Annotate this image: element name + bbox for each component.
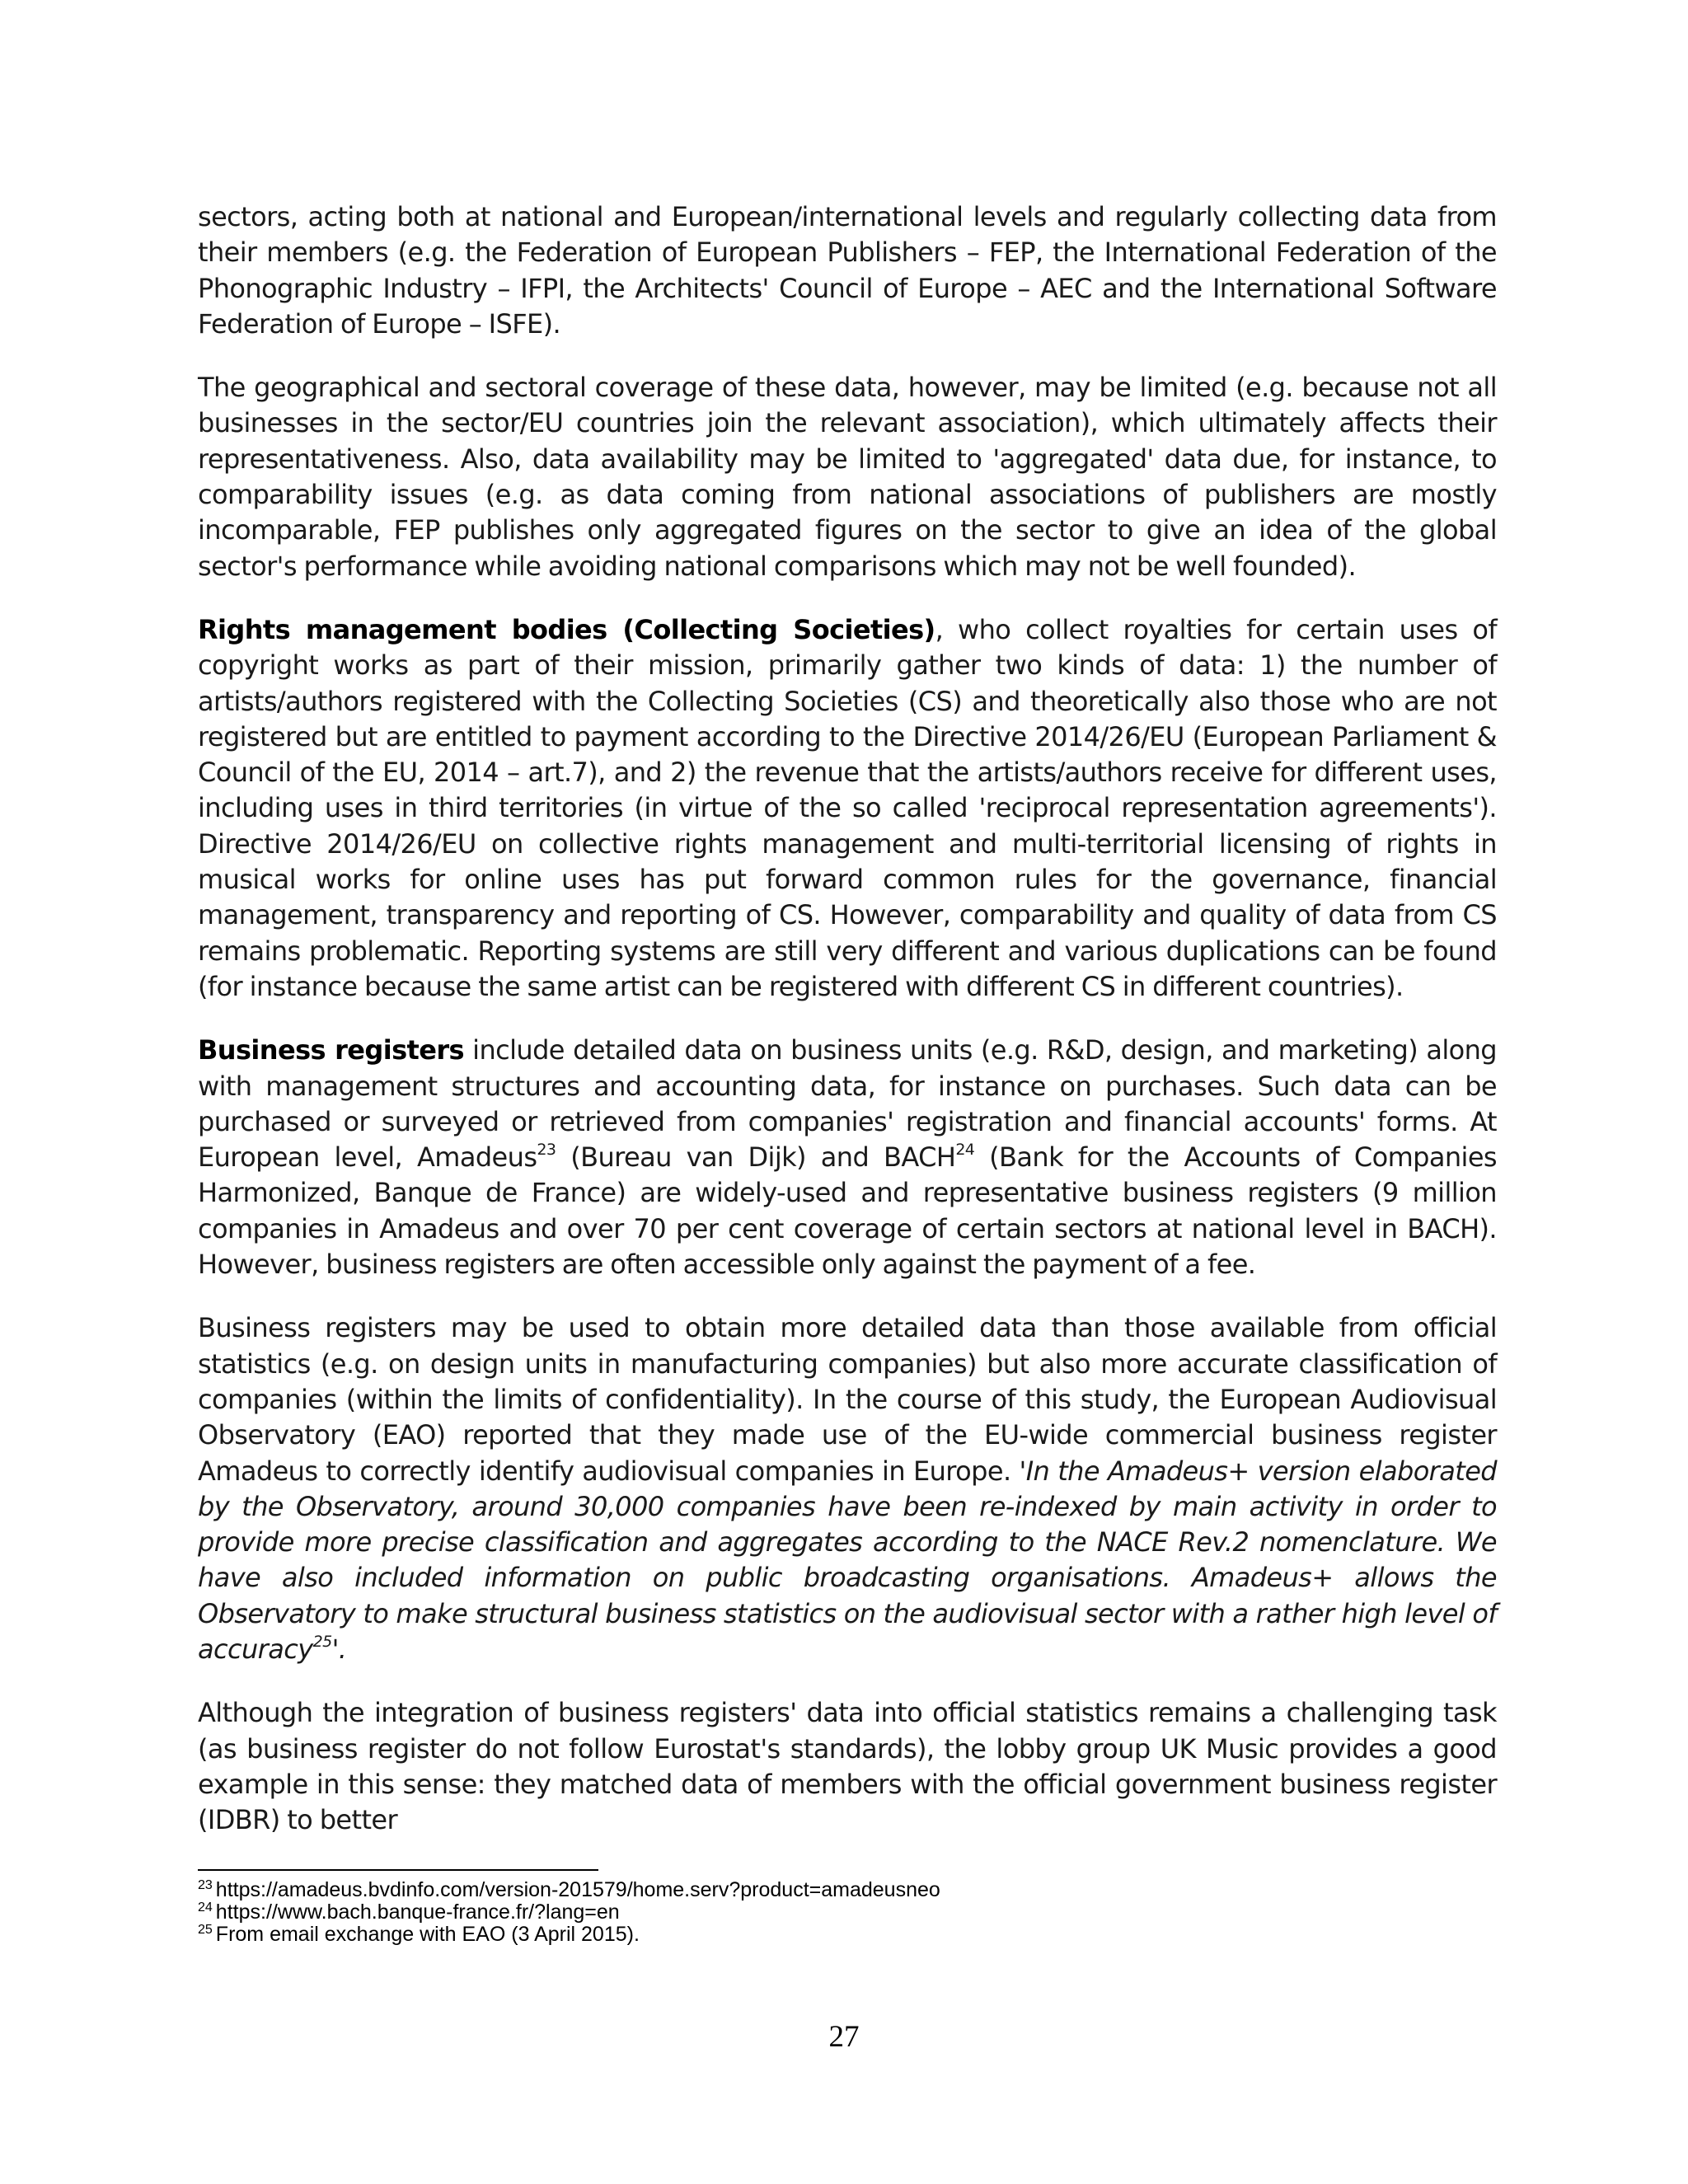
lead-term-business-registers: Business registers <box>198 1034 464 1066</box>
paragraph-associations-continued: sectors, acting both at national and European/international levels and regularly collecting data from their members (e.g. the Federation of European Publishers – FEP, the International Federation of the Phonographic Industry – IFPI, the Architects' Council of Europe – AEC and the International Software Federation of Europe – ISFE). <box>198 201 1497 340</box>
page-body <box>198 199 1497 1866</box>
paragraph-text: , who collect royalties for certain uses of copyright works as part of their mission, primarily gather two kinds of data: 1) the number of artists/authors registered with the Collecting Societies (CS) and theoretically also those who are not registered but are entitled to payment according to the Directive 2014/26/EU (European Parliament & Council of the EU, 2014 – art.7), and 2) the revenue that the artists/authors receive for different uses, including uses in third territories (in virtue of the so called 'reciprocal representation agreements'). Directive 2014/26/EU on collective rights management and multi-territorial licensing of rights in musical works for online uses has put forward common rules for the governance, financial management, transparency and reporting of CS. However, comparability and quality of data from CS remains problematic. Reporting systems are still very different and various duplications can be found (for instance because the same artist can be registered with different CS in different countries). <box>198 613 1497 1002</box>
footnote-number: 24 <box>198 1900 213 1915</box>
footnote-link[interactable]: https://amadeus.bvdinfo.com/version-201579/home.serv?product=amadeusneo <box>215 1878 940 1901</box>
paragraph-text: Business registers may be used to obtain more detailed data than those available from official statistics (e.g. on design units in manufacturing companies) but also more accurate classification of companies (within the limits of confidentiality). In the course of this study, the European Audiovisual Observatory (EAO) reported that they made use of the EU-wide commercial business register Amadeus to correctly identify audiovisual companies in Europe. ' <box>198 1312 1497 1487</box>
footnote-23 <box>198 1879 1497 1901</box>
quote-eao: In the Amadeus+ version elaborated by the Observatory, around 30,000 companies have been re-indexed by main activity in order to provide more precise classification and aggregates according to the NACE Rev.2 nomenclature. We have also included information on public broadcasting organisations. Amadeus+ allows the Observatory to make structural business statistics on the audiovisual sector with a rather high level of accuracy <box>198 1455 1497 1665</box>
footnote-number: 25 <box>198 1923 213 1937</box>
footnote-separator <box>198 1869 598 1871</box>
footnotes <box>198 1879 1497 1946</box>
page-number: 27 <box>828 2020 860 2054</box>
paragraph-collecting-societies <box>198 612 1497 1005</box>
lead-term-collecting-societies: Rights management bodies (Collecting Societies) <box>198 613 935 645</box>
paragraph-uk-music: Although the integration of business registers' data into official statistics remains a challenging task (as business register do not follow Eurostat's standards), the lobby group UK Music provides a good example in this sense: they matched data of members with the official government business register (IDBR) to better <box>198 1697 1497 1836</box>
paragraph-coverage: The geographical and sectoral coverage of these data, however, may be limited (e.g. because not all businesses in the sector/EU countries join the relevant association), which ultimately affects their representativeness. Also, data availability may be limited to 'aggregated' data due, for instance, to comparability issues (e.g. as data coming from national associations of publishers are mostly incomparable, FEP publishes only aggregated figures on the sector to give an idea of the global sector's performance while avoiding national comparisons which may not be well founded). <box>198 372 1497 582</box>
footnote-ref-24[interactable]: 24 <box>955 1141 975 1160</box>
footnote-ref-23[interactable]: 23 <box>537 1141 556 1160</box>
paragraph-eao-example <box>198 1310 1497 1667</box>
footnote-ref-25[interactable]: 25 <box>312 1632 332 1651</box>
footnote-link[interactable]: https://www.bach.banque-france.fr/?lang=en <box>215 1900 620 1924</box>
quote-end: '. <box>331 1633 347 1665</box>
footnote-24 <box>198 1901 1497 1924</box>
paragraph-text: include detailed data on business units (e.g. R&D, design, and marketing) along with management structures and accounting data, for instance on purchases. Such data can be purchased or surveyed or retrieved from companies' registration and financial accounts' forms. At European level, Amadeus <box>198 1034 1497 1174</box>
paragraph-business-registers <box>198 1033 1497 1282</box>
footnote-number: 23 <box>198 1878 213 1892</box>
footnote-25 <box>198 1924 1497 1946</box>
footnote-text: From email exchange with EAO (3 April 2015). <box>215 1923 640 1946</box>
paragraph-text: (Bureau van Dijk) and BACH <box>556 1141 956 1174</box>
paragraph-text: (Bank for the Accounts of Companies Harmonized, Banque de France) are widely-used and representative business registers (9 million companies in Amadeus and over 70 per cent coverage of certain sectors at national level in BACH). However, business registers are often accessible only against the payment of a fee. <box>198 1141 1497 1281</box>
